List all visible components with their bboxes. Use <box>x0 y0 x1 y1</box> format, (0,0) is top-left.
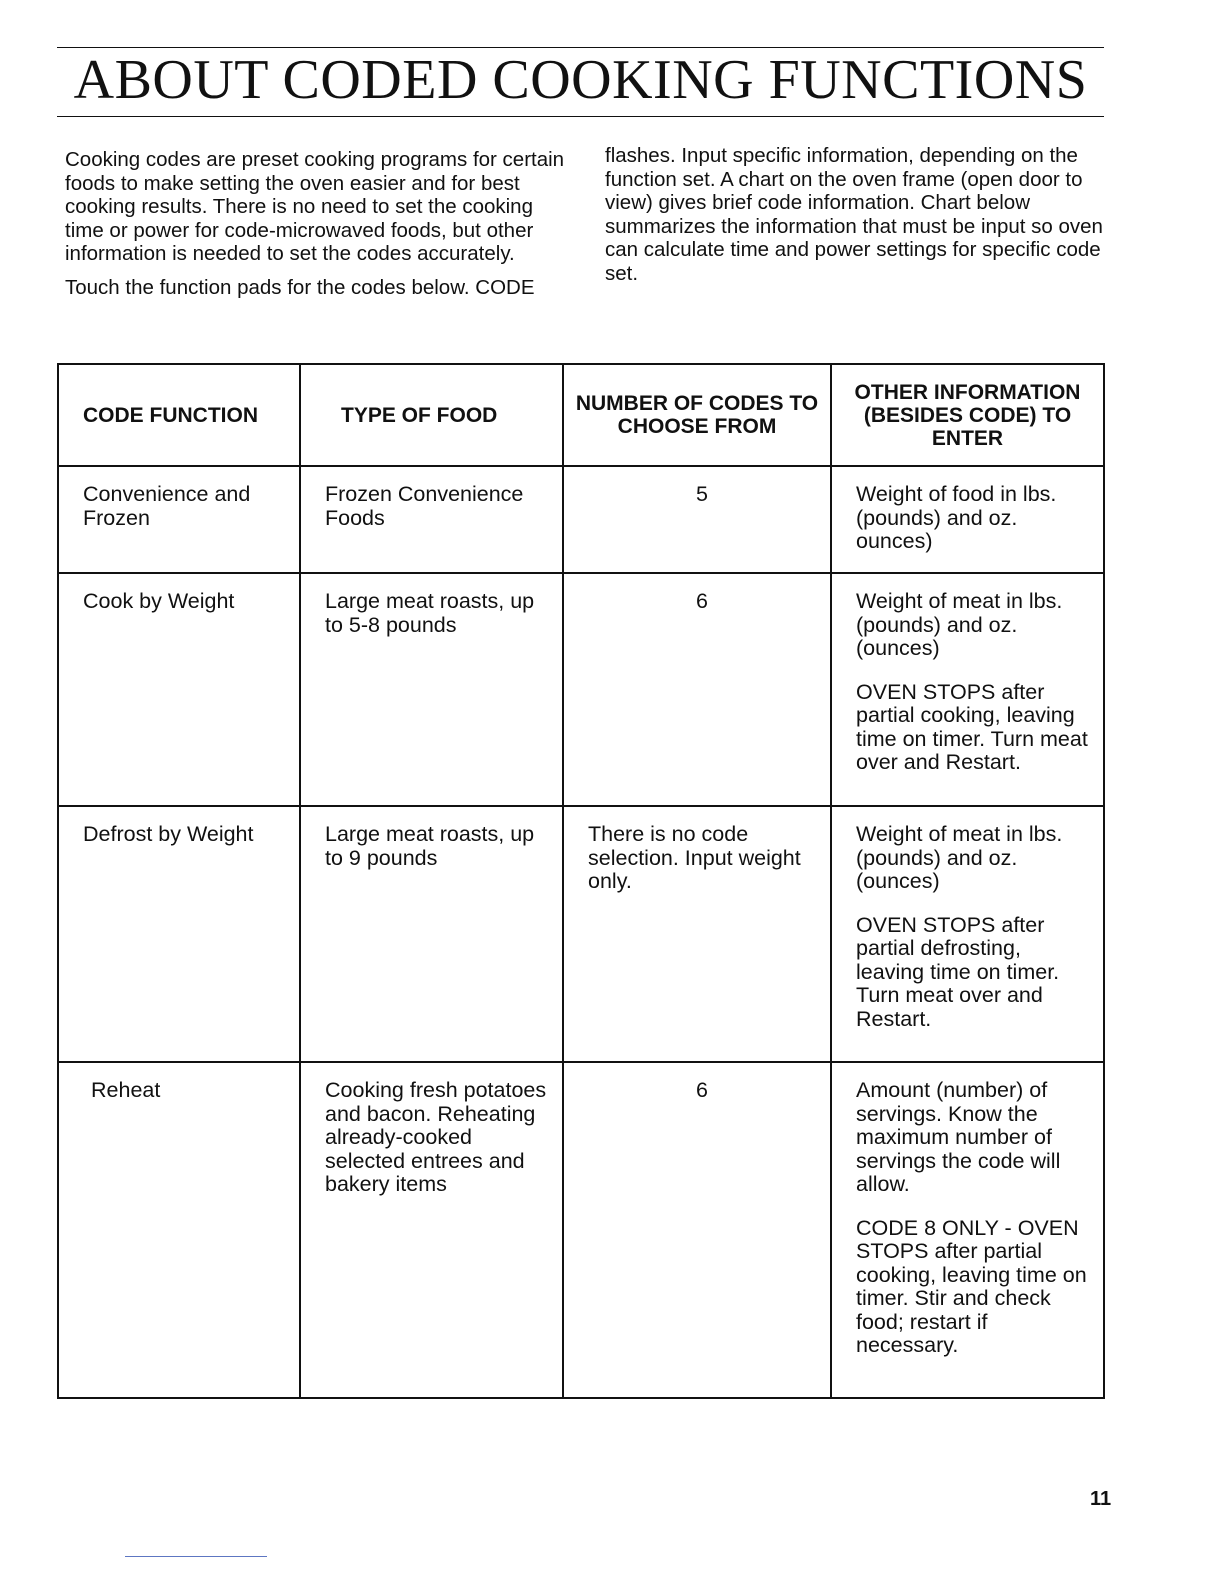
codes-count-cell: 6 <box>563 1062 831 1398</box>
page-number: 11 <box>1090 1488 1112 1510</box>
table-row <box>58 573 1104 806</box>
table-row <box>58 1062 1104 1398</box>
info-paragraph: OVEN STOPS after partial cooking, leaving time on timer. Turn meat over and Restart. <box>856 679 1088 774</box>
other-info-cell <box>831 573 1104 806</box>
codes-count-cell: 5 <box>563 466 831 573</box>
code-function-cell: Defrost by Weight <box>58 806 300 1062</box>
other-info-cell <box>831 806 1104 1062</box>
intro-paragraph: Cooking codes are preset cooking programs for certain foods to make setting the oven easier and for best cooking results. There is no need to set the cooking time or power for code-microwaved foods, but other information is needed to set the codes accurately. <box>65 148 565 265</box>
decorative-line <box>125 1556 267 1557</box>
info-paragraph: Weight of meat in lbs. (pounds) and oz. (ounces) <box>856 589 1063 660</box>
codes-count-cell: There is no code selection. Input weight only. <box>563 806 831 1062</box>
info-paragraph: Weight of meat in lbs. (pounds) and oz. (ounces) <box>856 822 1063 893</box>
intro-paragraph: flashes. Input specific information, depending on the function set. A chart on the oven frame (open door to view) gives brief code information. Chart below summarizes the information that must be input so oven can calculate time and power settings for specific code set. <box>605 144 1103 285</box>
column-header: NUMBER OF CODES TO CHOOSE FROM <box>563 364 831 466</box>
table-row <box>58 466 1104 573</box>
food-type-cell: Large meat roasts, up to 9 pounds <box>300 806 563 1062</box>
code-function-cell: Cook by Weight <box>58 573 300 806</box>
other-info-cell <box>831 1062 1104 1398</box>
column-header: CODE FUNCTION <box>58 364 300 466</box>
food-type-cell: Frozen Convenience Foods <box>300 466 563 573</box>
column-header: OTHER INFORMATION (BESIDES CODE) TO ENTER <box>831 364 1104 466</box>
other-info-cell <box>831 466 1104 573</box>
code-function-cell: Convenience and Frozen <box>58 466 300 573</box>
codes-count-cell: 6 <box>563 573 831 806</box>
title-rule <box>57 116 1104 117</box>
intro-right-column <box>605 144 1110 295</box>
info-paragraph: CODE 8 ONLY - OVEN STOPS after partial cooking, leaving time on timer. Stir and check food; restart if necessary. <box>856 1215 1087 1357</box>
info-paragraph: Amount (number) of servings. Know the maximum number of servings the code will allow. <box>856 1078 1061 1196</box>
code-function-cell: Reheat <box>58 1062 300 1398</box>
info-paragraph: Weight of food in lbs. (pounds) and oz. ounces) <box>856 482 1057 553</box>
intro-left-column <box>65 148 565 309</box>
column-header: TYPE OF FOOD <box>300 364 563 466</box>
table-header-row <box>58 364 1104 466</box>
food-type-cell: Large meat roasts, up to 5-8 pounds <box>300 573 563 806</box>
code-functions-table <box>57 363 1105 1399</box>
table-row <box>58 806 1104 1062</box>
intro-paragraph: Touch the function pads for the codes below. CODE <box>65 275 535 299</box>
info-paragraph: OVEN STOPS after partial defrosting, leaving time on timer. Turn meat over and Restart. <box>856 912 1060 1031</box>
page-title: ABOUT CODED COOKING FUNCTIONS <box>73 49 1088 111</box>
food-type-cell: Cooking fresh potatoes and bacon. Reheating already-cooked selected entrees and bakery items <box>300 1062 563 1398</box>
